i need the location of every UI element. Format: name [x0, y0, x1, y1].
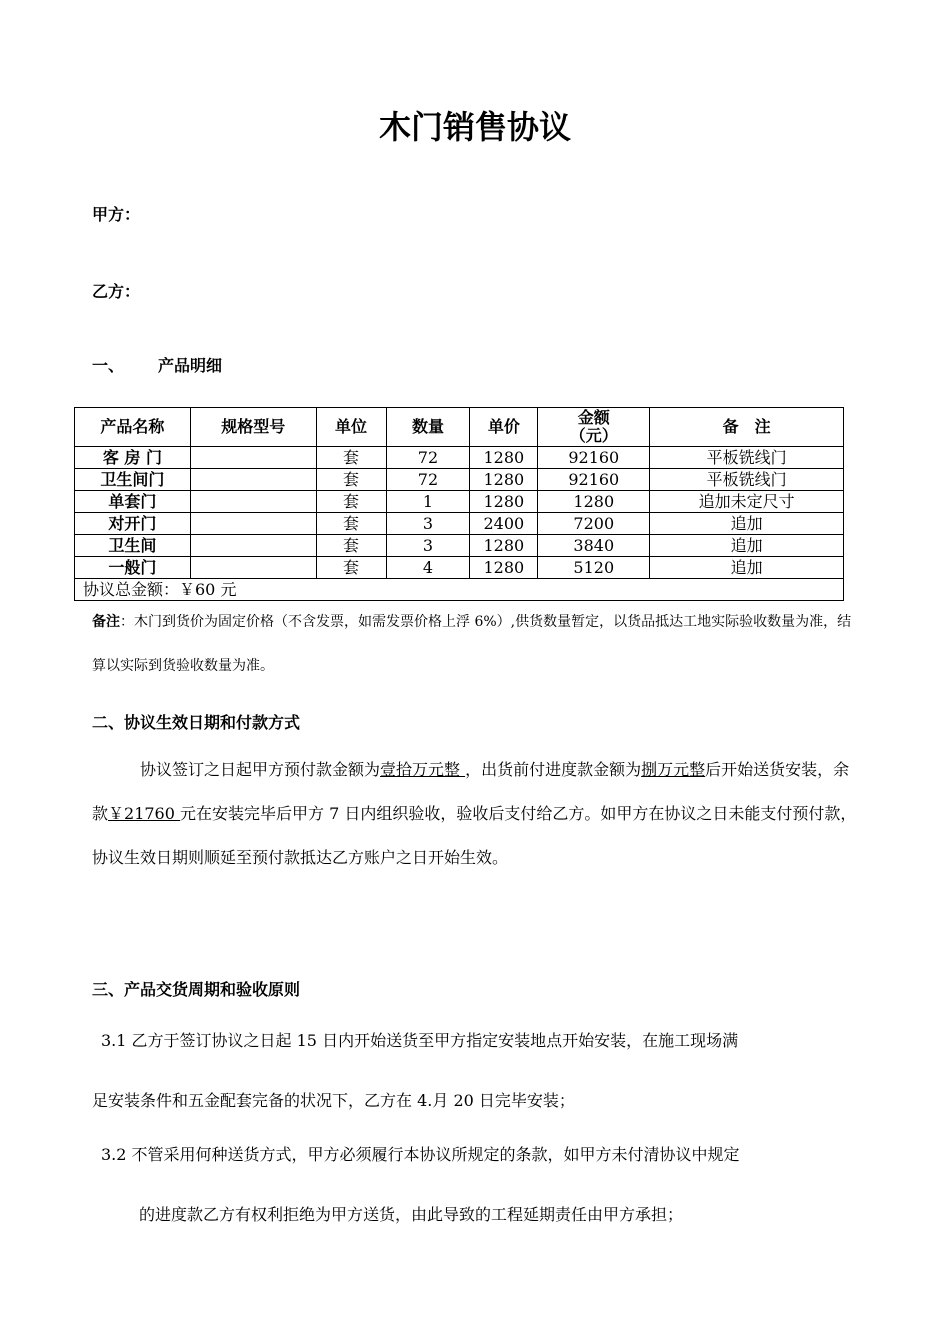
- cell-unit: 套: [316, 535, 386, 557]
- section1-title: 产品明细: [158, 356, 223, 375]
- cell-qty: 3: [386, 535, 470, 557]
- clause-3-2-line-2: 的进度款乙方有权利拒绝为甲方送货，由此导致的工程延期责任由甲方承担；: [139, 1205, 684, 1224]
- cell-name: 单套门: [75, 491, 191, 513]
- cell-remark: 平板铣线门: [650, 469, 844, 491]
- cell-amount: 7200: [538, 513, 650, 535]
- cell-spec: [190, 535, 316, 557]
- cell-name: 卫生间: [75, 535, 191, 557]
- cell-unit: 套: [316, 557, 386, 579]
- section2-title: 二、协议生效日期和付款方式: [92, 713, 301, 732]
- cell-spec: [190, 469, 316, 491]
- document-title: 木门销售协议: [378, 108, 571, 146]
- cell-amount: 3840: [538, 535, 650, 557]
- section3-title: 三、产品交货周期和验收原则: [92, 980, 301, 999]
- section1-number: 一、: [92, 356, 125, 375]
- total-amount: 协议总金额：￥60 元: [75, 579, 844, 601]
- cell-qty: 72: [386, 469, 470, 491]
- table-row: [75, 469, 844, 491]
- s2-balance: ￥21760: [108, 804, 181, 823]
- cell-name: 客 房 门: [75, 447, 191, 469]
- s2-text-1: 协议签订之日起甲方预付款金额为: [140, 760, 381, 779]
- cell-remark: 追加未定尺寸: [650, 491, 844, 513]
- s2-text-4: 元在安装完毕后甲方 7 日内组织验收，验收后支付给乙方。如甲方在协议之日未能支付预付款，协议生效日期则顺延至预付款抵达乙方账户之日开始生效。: [92, 804, 857, 867]
- cell-amount: 5120: [538, 557, 650, 579]
- s2-prepayment: 壹拾万元整: [380, 760, 466, 779]
- cell-remark: 平板铣线门: [650, 447, 844, 469]
- clause-3-2-line-1: 3.2 不管采用何种送货方式，甲方必须履行本协议所规定的条款，如甲方未付清协议中规定: [101, 1145, 740, 1164]
- cell-name: 卫生间门: [75, 469, 191, 491]
- cell-qty: 4: [386, 557, 470, 579]
- cell-price: 1280: [470, 557, 538, 579]
- s2-text-3: 后开始送货安装，余款: [92, 760, 850, 823]
- cell-spec: [190, 447, 316, 469]
- product-table: [74, 407, 844, 601]
- header-unit: 单位: [316, 408, 386, 447]
- header-product-name: 产品名称: [75, 408, 191, 447]
- cell-name: 对开门: [75, 513, 191, 535]
- cell-qty: 3: [386, 513, 470, 535]
- cell-remark: 追加: [650, 557, 844, 579]
- header-amount: 金额 （元）: [538, 408, 650, 447]
- party-a-label: 甲方：: [92, 205, 141, 224]
- table-row: [75, 491, 844, 513]
- cell-qty: 1: [386, 491, 470, 513]
- party-b-label: 乙方：: [92, 282, 141, 301]
- cell-spec: [190, 491, 316, 513]
- cell-remark: 追加: [650, 513, 844, 535]
- cell-price: 1280: [470, 447, 538, 469]
- cell-price: 1280: [470, 535, 538, 557]
- cell-price: 1280: [470, 469, 538, 491]
- table-row: [75, 535, 844, 557]
- clause-3-1-line-2: 足安装条件和五金配套完备的状况下，乙方在 4.月 20 日完毕安装；: [92, 1091, 575, 1110]
- note-text: ：木门到货价为固定价格（不含发票，如需发票价格上浮 6%）,供货数量暂定，以货品抵达工地实际验收数量为准，结算以实际到货验收数量为准。: [92, 614, 852, 674]
- cell-amount: 1280: [538, 491, 650, 513]
- header-remark: 备 注: [650, 408, 844, 447]
- cell-amount: 92160: [538, 469, 650, 491]
- header-unit-price: 单价: [470, 408, 538, 447]
- table-row: [75, 447, 844, 469]
- header-quantity: 数量: [386, 408, 470, 447]
- cell-remark: 追加: [650, 535, 844, 557]
- section2-paragraph: [92, 748, 862, 880]
- note-paragraph: [92, 600, 862, 688]
- cell-unit: 套: [316, 469, 386, 491]
- clause-3-1-line-1: 3.1 乙方于签订协议之日起 15 日内开始送货至甲方指定安装地点开始安装，在施工现场满: [101, 1031, 739, 1050]
- header-spec: 规格型号: [190, 408, 316, 447]
- table-total-row: [75, 579, 844, 601]
- cell-price: 2400: [470, 513, 538, 535]
- cell-unit: 套: [316, 447, 386, 469]
- cell-amount: 92160: [538, 447, 650, 469]
- note-label: 备注: [92, 614, 120, 630]
- cell-unit: 套: [316, 491, 386, 513]
- s2-progress-payment: 捌万元整: [641, 760, 706, 779]
- cell-qty: 72: [386, 447, 470, 469]
- cell-unit: 套: [316, 513, 386, 535]
- table-header-row: [75, 408, 844, 447]
- table-row: [75, 557, 844, 579]
- cell-price: 1280: [470, 491, 538, 513]
- cell-spec: [190, 513, 316, 535]
- table-row: [75, 513, 844, 535]
- cell-spec: [190, 557, 316, 579]
- s2-text-2: ，出货前付进度款金额为: [465, 760, 642, 779]
- cell-name: 一般门: [75, 557, 191, 579]
